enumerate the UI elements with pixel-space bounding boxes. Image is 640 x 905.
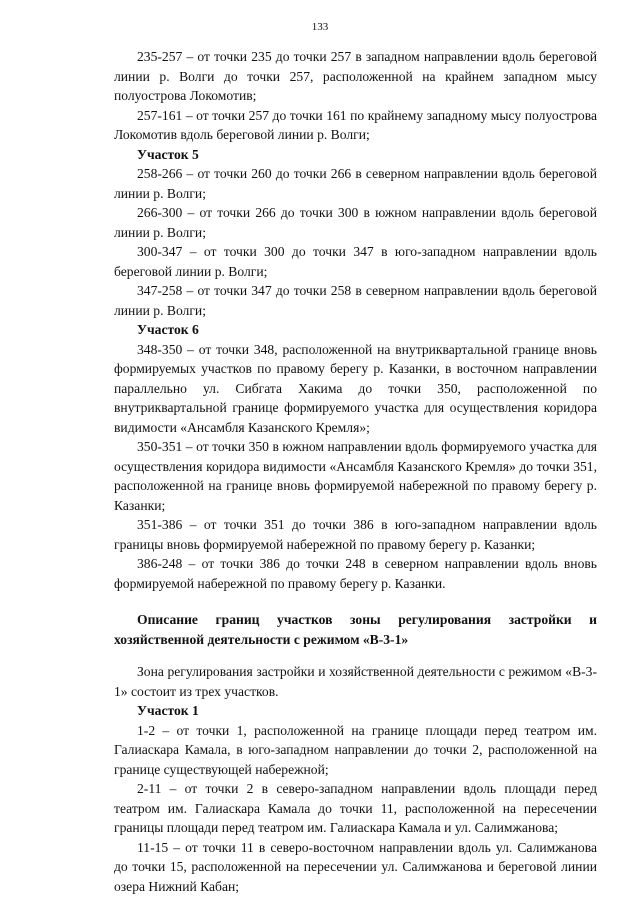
- page-body: [114, 47, 597, 896]
- paragraph: 11-15 – от точки 11 в северо-восточном направлении вдоль ул. Салимжанова до точки 15, расположенной на пересечении ул. Салимжанова и береговой линии озера Нижний Кабан;: [114, 839, 597, 894]
- paragraph: 386-248 – от точки 386 до точки 248 в северном направлении вдоль вновь формируемой набережной по правому берегу р. Казанки.: [114, 556, 597, 591]
- paragraph: 2-11 – от точки 2 в северо-западном направлении вдоль площади перед театром им. Галиаскара Камала до точки 11, расположенной на пересечении границы площади перед театром им. Галиаскара Камала и ул. Салимжанова;: [114, 781, 597, 835]
- paragraph: 257-161 – от точки 257 до точки 161 по крайнему западному мысу полуострова Локомотив вдоль береговой линии р. Волги;: [114, 107, 597, 142]
- paragraph: 351-386 – от точки 351 до точки 386 в юго-западном направлении вдоль границы вновь формируемой набережной по правому берегу р. Казанки;: [114, 517, 597, 552]
- paragraph: 235-257 – от точки 235 до точки 257 в западном направлении вдоль береговой линии р. Волги до точки 257, расположенной на крайнем западном мысу полуострова Локомотив;: [114, 49, 597, 103]
- paragraph: 266-300 – от точки 266 до точки 300 в южном направлении вдоль береговой линии р. Волги;: [114, 205, 597, 240]
- section-heading: Участок 1: [137, 703, 199, 718]
- intro-paragraph: Зона регулирования застройки и хозяйственной деятельности с режимом «В-3-1» состоит из трех участков.: [114, 664, 597, 699]
- paragraph: 258-266 – от точки 260 до точки 266 в северном направлении вдоль береговой линии р. Волги;: [114, 166, 597, 201]
- page-number: 133: [311, 21, 329, 33]
- paragraph: 348-350 – от точки 348, расположенной на внутриквартальной границе вновь формируемых участков по правому берегу р. Казанки, в восточном направлении параллельно ул. Сибгата Хакима до точки 350, расположенной по внутриквартальной границе формируемого участка для осуществления коридора видимости «Ансамбля Казанского Кремля»;: [114, 341, 597, 435]
- paragraph: 350-351 – от точки 350 в южном направлении вдоль формируемого участка для осуществления коридора видимости «Ансамбля Казанского Кремля» до точки 351, расположенной на границе вновь формируемой набережной по правому берегу р. Казанки;: [114, 439, 597, 513]
- paragraph: 347-258 – от точки 347 до точки 258 в северном направлении вдоль береговой линии р. Волги;: [114, 283, 597, 318]
- section-heading: Участок 6: [137, 322, 199, 337]
- paragraph: 1-2 – от точки 1, расположенной на границе площади перед театром им. Галиаскара Камала, в юго-западном направлении до точки 2, расположенной на границе существующей набережной;: [114, 722, 597, 777]
- section-heading: Участок 5: [137, 146, 199, 162]
- section-title: Описание границ участков зоны регулирования застройки и хозяйственной деятельности с режимом «В-3-1»: [114, 612, 597, 647]
- paragraph: 300-347 – от точки 300 до точки 347 в юго-западном направлении вдоль береговой линии р. Волги;: [114, 244, 597, 279]
